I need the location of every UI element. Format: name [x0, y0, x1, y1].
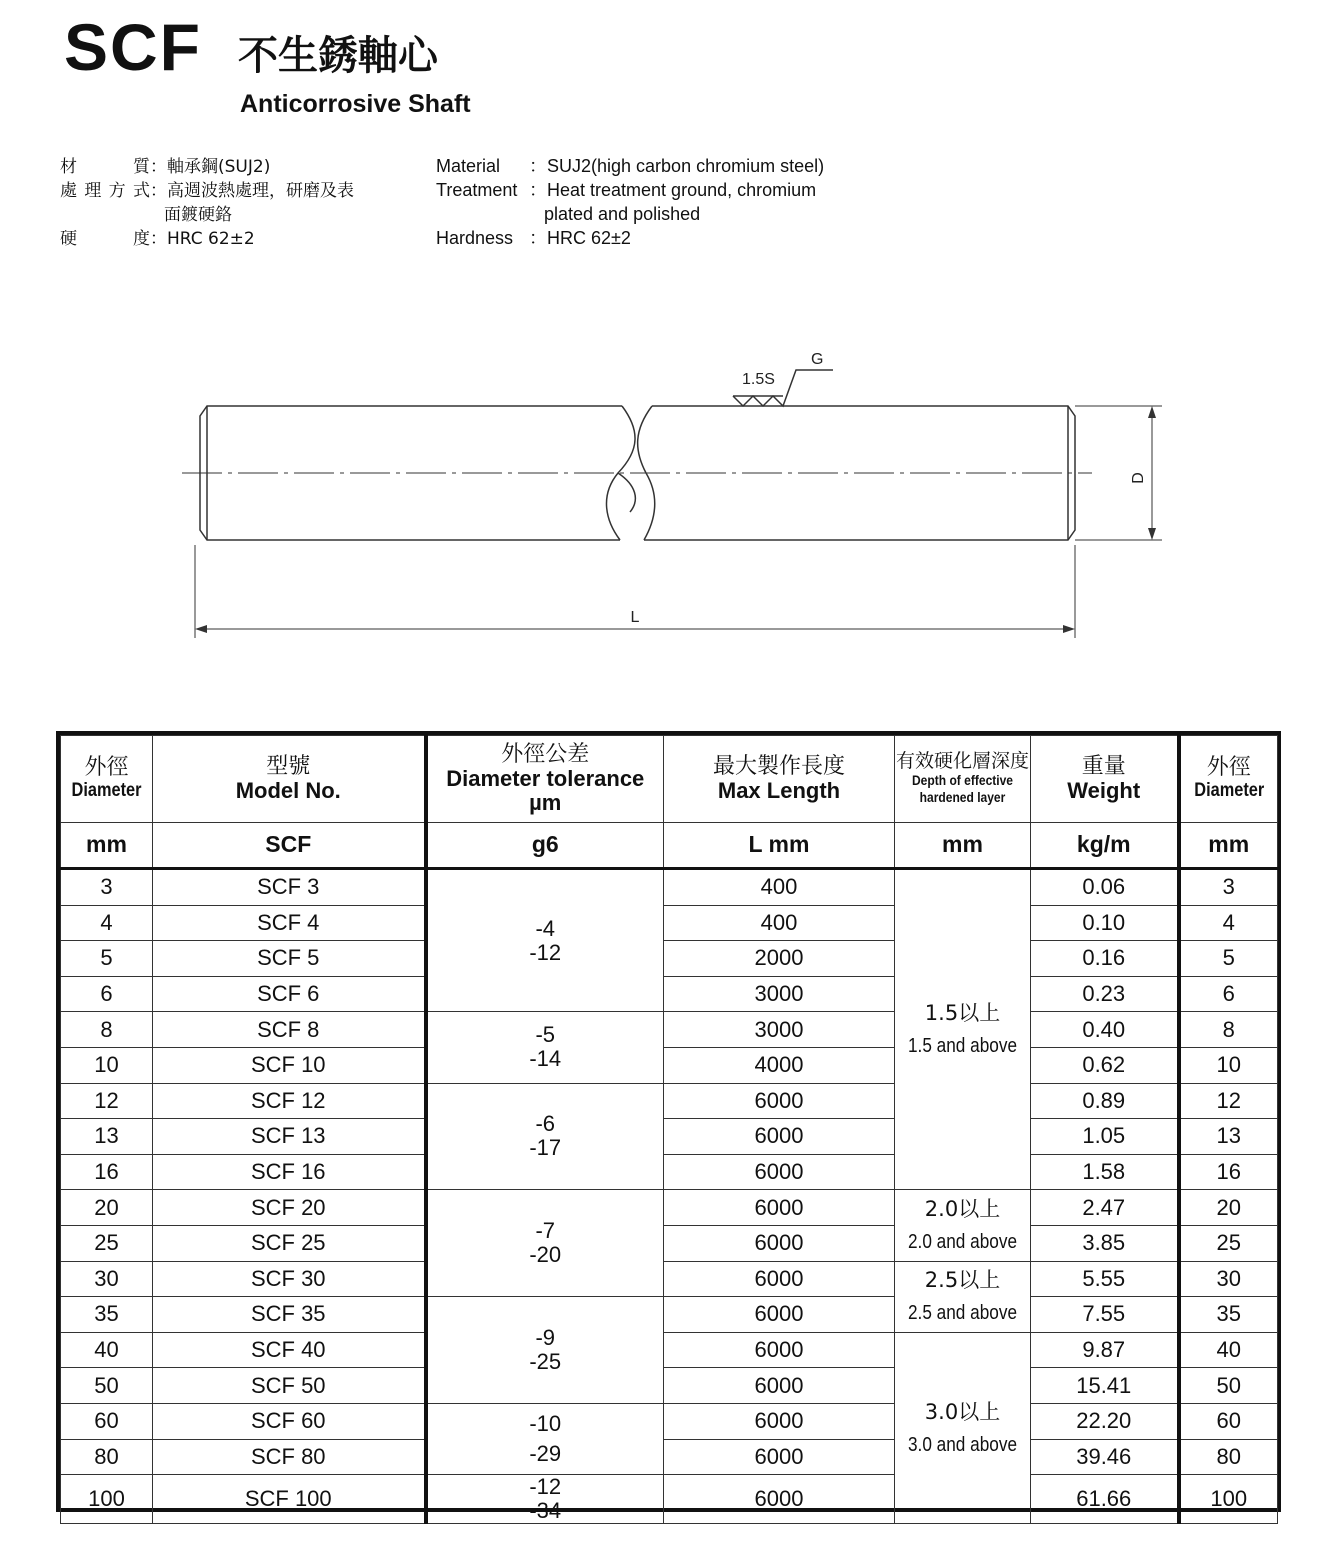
cell-depth: [895, 1332, 1031, 1524]
depth-cn: 2.5以上: [924, 1268, 1001, 1293]
arrow-head: [195, 625, 207, 633]
spec-value: plated and polished: [544, 204, 701, 224]
cell-model: SCF 8: [153, 1012, 426, 1048]
shaft-drawing: [0, 340, 1335, 660]
cell-diameter-2: 20: [1179, 1190, 1278, 1226]
spec-label: 處理方式: [60, 181, 150, 201]
cell-diameter-2: 10: [1179, 1047, 1278, 1083]
surface-finish-label: 1.5S: [742, 371, 775, 388]
cell-depth: [895, 1190, 1031, 1261]
header-length: [664, 736, 895, 823]
spec-value: HRC 62±2: [167, 229, 255, 249]
unit-diameter-2: mm: [1179, 823, 1278, 869]
spec-sep: ：: [150, 229, 167, 249]
cell-length: 6000: [664, 1297, 895, 1333]
cell-depth: [895, 869, 1031, 1190]
depth-en: 2.0 and above: [907, 1230, 1018, 1253]
cell-model: SCF 35: [153, 1297, 426, 1333]
header-depth-cn: 有效硬化層深度: [895, 750, 1029, 773]
cell-length: 6000: [664, 1403, 895, 1439]
tol-upper: -5: [535, 1022, 556, 1048]
cell-diameter-2: 5: [1179, 941, 1278, 977]
cell-diameter-2: 30: [1179, 1261, 1278, 1297]
cell-diameter: 4: [61, 905, 153, 941]
cell-model: SCF 16: [153, 1154, 426, 1190]
cell-diameter-2: 8: [1179, 1012, 1278, 1048]
header-weight-en: Weight: [1067, 778, 1141, 803]
cell-diameter-2: 4: [1179, 905, 1278, 941]
depth-en: 2.5 and above: [907, 1302, 1018, 1325]
unit-depth: mm: [895, 823, 1031, 869]
cell-diameter: 13: [61, 1119, 153, 1155]
tol-lower: -17: [529, 1135, 562, 1161]
unit-diameter: mm: [61, 823, 153, 869]
cell-length: 3000: [664, 976, 895, 1012]
cell-diameter: 16: [61, 1154, 153, 1190]
header-tolerance: [426, 736, 664, 823]
tol-lower: -25: [529, 1349, 562, 1375]
spec-table: [60, 735, 1278, 1524]
header-diameter2-cn: 外徑: [1206, 755, 1251, 781]
table-row: [61, 1154, 1278, 1190]
table-row: [61, 869, 1278, 906]
table-row: [61, 905, 1278, 941]
header-tol-en: Diameter tolerance: [446, 765, 645, 791]
cell-diameter: 100: [61, 1475, 153, 1524]
cell-model: SCF 50: [153, 1368, 426, 1404]
tol-upper: -6: [535, 1111, 556, 1137]
header-diameter-cn: 外徑: [84, 755, 129, 781]
cell-weight: 3.85: [1031, 1225, 1179, 1261]
spec-label: Material: [436, 156, 501, 176]
cell-weight: 0.40: [1031, 1012, 1179, 1048]
cell-model: SCF 80: [153, 1439, 426, 1475]
cell-weight: 0.62: [1031, 1047, 1179, 1083]
spec-line: [60, 227, 354, 251]
cell-length: 6000: [664, 1261, 895, 1297]
cell-diameter-2: 50: [1179, 1368, 1278, 1404]
table-row: [61, 1119, 1278, 1155]
depth-cn: 2.0以上: [924, 1196, 1001, 1221]
spec-sep: ：: [150, 157, 167, 177]
spec-line: [436, 154, 824, 178]
tol-lower: -29: [529, 1441, 562, 1466]
cell-diameter: 35: [61, 1297, 153, 1333]
cell-model: SCF 6: [153, 976, 426, 1012]
cell-weight: 2.47: [1031, 1190, 1179, 1226]
cell-weight: 9.87: [1031, 1332, 1179, 1368]
spec-sep: ：: [529, 228, 547, 248]
cell-tolerance: [426, 1083, 664, 1190]
table-row: [61, 1190, 1278, 1226]
header-model-en: Model No.: [235, 778, 341, 803]
cell-weight: 5.55: [1031, 1261, 1179, 1297]
cell-diameter-2: 16: [1179, 1154, 1278, 1190]
product-title-cn: 不生銹軸心: [238, 33, 438, 79]
cell-weight: 61.66: [1031, 1475, 1179, 1524]
header-diameter2-en: Diameter: [1193, 779, 1264, 801]
header-depth: [895, 736, 1031, 823]
cell-length: 2000: [664, 941, 895, 977]
cell-length: 6000: [664, 1439, 895, 1475]
cell-model: SCF 5: [153, 941, 426, 977]
header-length-cn: 最大製作長度: [712, 753, 845, 779]
cell-diameter-2: 40: [1179, 1332, 1278, 1368]
depth-cn: 1.5以上: [924, 1001, 1001, 1026]
cell-model: SCF 60: [153, 1403, 426, 1439]
spec-line: [436, 178, 824, 202]
spec-sep: ：: [529, 156, 547, 176]
header-weight: [1031, 736, 1179, 823]
cell-length: 400: [664, 869, 895, 906]
length-dim-label: L: [630, 609, 640, 626]
unit-length: L mm: [664, 823, 895, 869]
specs-en: [436, 154, 824, 250]
cell-model: SCF 13: [153, 1119, 426, 1155]
ground-mark-label: G: [811, 351, 824, 368]
cell-length: 400: [664, 905, 895, 941]
cell-weight: 0.16: [1031, 941, 1179, 977]
spec-sep: ：: [529, 180, 547, 200]
cell-diameter: 40: [61, 1332, 153, 1368]
spec-line: [436, 226, 824, 250]
cell-weight: 0.89: [1031, 1083, 1179, 1119]
cell-diameter: 6: [61, 976, 153, 1012]
header-weight-cn: 重量: [1081, 753, 1126, 779]
spec-line: [436, 202, 824, 226]
cell-length: 4000: [664, 1047, 895, 1083]
cell-diameter: 25: [61, 1225, 153, 1261]
cell-length: 6000: [664, 1332, 895, 1368]
unit-model: SCF: [153, 823, 426, 869]
tol-upper: -10: [529, 1411, 562, 1436]
cell-diameter: 8: [61, 1012, 153, 1048]
spec-label: Treatment: [436, 180, 518, 200]
cell-length: 6000: [664, 1083, 895, 1119]
tol-upper: -12: [529, 1474, 562, 1500]
model-title: SCF: [64, 10, 202, 84]
cell-model: SCF 40: [153, 1332, 426, 1368]
cell-weight: 0.10: [1031, 905, 1179, 941]
header-diameter-2: [1179, 736, 1278, 823]
cell-tolerance: [426, 1190, 664, 1297]
spec-label: 硬 度: [60, 229, 150, 249]
cell-tolerance: [426, 869, 664, 1012]
cell-diameter-2: 12: [1179, 1083, 1278, 1119]
table-row: [61, 1439, 1278, 1475]
cell-model: SCF 10: [153, 1047, 426, 1083]
cell-diameter-2: 35: [1179, 1297, 1278, 1333]
cell-diameter: 12: [61, 1083, 153, 1119]
tol-lower: -34: [529, 1498, 562, 1524]
cell-diameter-2: 100: [1179, 1475, 1278, 1524]
cell-weight: 15.41: [1031, 1368, 1179, 1404]
cell-weight: 22.20: [1031, 1403, 1179, 1439]
cell-diameter-2: 3: [1179, 869, 1278, 906]
cell-length: 6000: [664, 1225, 895, 1261]
cell-diameter-2: 6: [1179, 976, 1278, 1012]
spec-line: [60, 203, 354, 227]
spec-sep: ：: [150, 181, 167, 201]
diameter-dim-label: D: [1130, 472, 1147, 484]
header-model-cn: 型號: [266, 753, 311, 779]
break-line: [618, 473, 635, 512]
spec-value: Heat treatment ground, chromium: [547, 180, 817, 200]
cell-diameter: 3: [61, 869, 153, 906]
spec-value: 軸承鋼(SUJ2): [167, 157, 271, 177]
cell-diameter-2: 60: [1179, 1403, 1278, 1439]
cell-model: SCF 25: [153, 1225, 426, 1261]
table-row: [61, 1047, 1278, 1083]
table-row: [61, 976, 1278, 1012]
cell-diameter: 10: [61, 1047, 153, 1083]
table-row: [61, 1368, 1278, 1404]
spec-label: 材 質: [60, 157, 150, 177]
header-depth-en-1: Depth of effective: [911, 771, 1014, 788]
cell-model: SCF 100: [153, 1475, 426, 1524]
depth-cn: 3.0以上: [924, 1399, 1001, 1424]
table-row: [61, 1332, 1278, 1368]
spec-value: SUJ2(high carbon chromium steel): [547, 156, 825, 176]
cell-weight: 39.46: [1031, 1439, 1179, 1475]
table-row: [61, 1475, 1278, 1524]
cell-diameter-2: 25: [1179, 1225, 1278, 1261]
tol-lower: -14: [529, 1046, 562, 1072]
header-model: [153, 736, 426, 823]
cell-length: 6000: [664, 1190, 895, 1226]
cell-length: 3000: [664, 1012, 895, 1048]
units-row: [61, 823, 1278, 869]
spec-line: [60, 179, 354, 203]
unit-weight: kg/m: [1031, 823, 1179, 869]
spec-value: 高週波熱處理，研磨及表: [167, 181, 354, 201]
tol-upper: -9: [535, 1324, 556, 1350]
cell-weight: 0.23: [1031, 976, 1179, 1012]
header-depth-en-2: hardened layer: [919, 789, 1006, 806]
cell-diameter: 80: [61, 1439, 153, 1475]
cell-model: SCF 4: [153, 905, 426, 941]
cell-tolerance: [426, 1475, 664, 1524]
cell-tolerance: [426, 1012, 664, 1083]
header-length-en: Max Length: [717, 778, 841, 803]
cell-tolerance: [426, 1297, 664, 1404]
cell-weight: 7.55: [1031, 1297, 1179, 1333]
table-row: [61, 1297, 1278, 1333]
product-title-en: Anticorrosive Shaft: [240, 90, 471, 118]
tol-upper: -7: [535, 1218, 556, 1244]
table-row: [61, 1225, 1278, 1261]
table-row: [61, 1083, 1278, 1119]
tol-lower: -20: [529, 1242, 562, 1268]
cell-depth: [895, 1261, 1031, 1332]
header-tol-cn: 外徑公差: [501, 741, 590, 767]
cell-model: SCF 12: [153, 1083, 426, 1119]
table-row: [61, 941, 1278, 977]
cell-diameter-2: 13: [1179, 1119, 1278, 1155]
cell-length: 6000: [664, 1475, 895, 1524]
header-diameter: [61, 736, 153, 823]
spec-value: HRC 62±2: [547, 228, 631, 248]
cell-length: 6000: [664, 1119, 895, 1155]
cell-model: SCF 20: [153, 1190, 426, 1226]
header-tol-unit: µm: [529, 790, 562, 816]
cell-length: 6000: [664, 1368, 895, 1404]
tol-lower: -12: [529, 939, 562, 965]
header-row: [61, 736, 1278, 823]
cell-diameter: 50: [61, 1368, 153, 1404]
cell-diameter: 5: [61, 941, 153, 977]
cell-weight: 1.05: [1031, 1119, 1179, 1155]
table-row: [61, 1403, 1278, 1439]
cell-diameter: 30: [61, 1261, 153, 1297]
cell-diameter: 20: [61, 1190, 153, 1226]
cell-weight: 0.06: [1031, 869, 1179, 906]
cell-length: 6000: [664, 1154, 895, 1190]
tol-upper: -4: [535, 915, 556, 941]
arrow-head: [1063, 625, 1075, 633]
cell-model: SCF 3: [153, 869, 426, 906]
depth-en: 3.0 and above: [907, 1433, 1018, 1456]
spec-label: Hardness: [436, 228, 514, 248]
unit-tolerance: g6: [426, 823, 664, 869]
depth-en: 1.5 and above: [907, 1035, 1018, 1058]
arrow-head: [1148, 528, 1156, 540]
cell-diameter-2: 80: [1179, 1439, 1278, 1475]
specs-cn: [60, 155, 354, 251]
table-row: [61, 1261, 1278, 1297]
spec-value: 面鍍硬鉻: [164, 205, 232, 225]
cell-tolerance: [426, 1403, 664, 1474]
cell-weight: 1.58: [1031, 1154, 1179, 1190]
header-diameter-en: Diameter: [71, 779, 142, 801]
cell-diameter: 60: [61, 1403, 153, 1439]
cell-model: SCF 30: [153, 1261, 426, 1297]
arrow-head: [1148, 406, 1156, 418]
table-row: [61, 1012, 1278, 1048]
spec-line: [60, 155, 354, 179]
